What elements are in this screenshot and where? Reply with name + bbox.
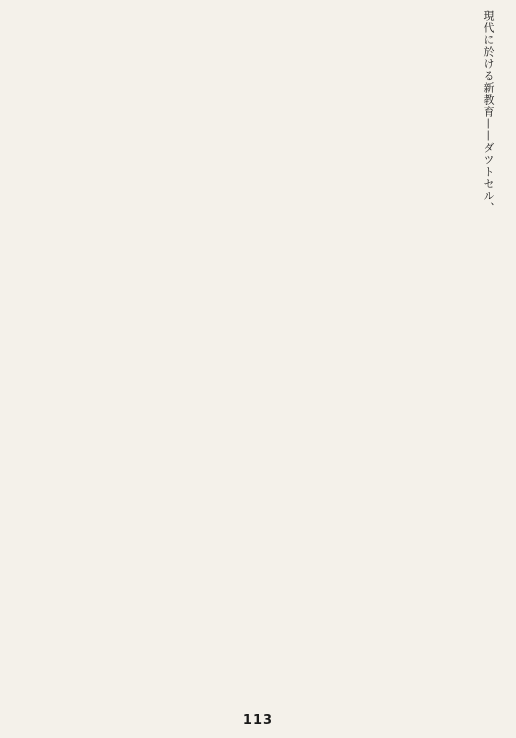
page-number: 113 [242,713,274,728]
running-header: 現代に於ける新教育——ダツトセル、 [482,10,495,214]
